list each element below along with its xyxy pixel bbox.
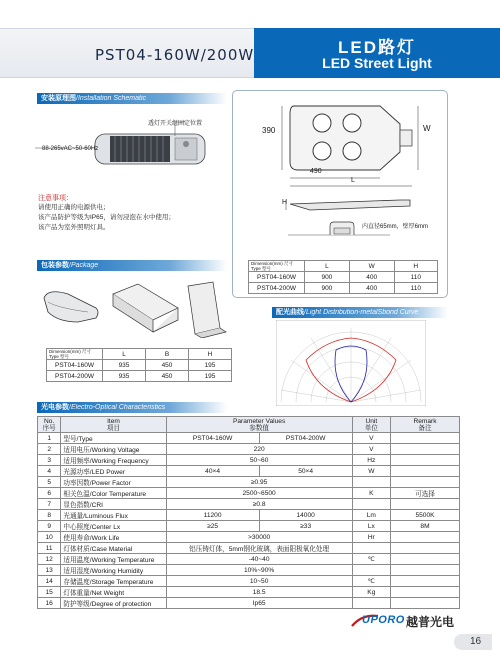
table-row [38,598,460,609]
cell: PST04-160W [166,433,259,444]
cell: 使用寿命/Work Life [61,532,166,543]
cell: 适用电压/Working Voltage [61,444,166,455]
table-row [249,272,438,283]
cell: -40~40 [166,554,352,565]
model-title: PST04-160W/200W [95,46,255,64]
cell: 110 [394,283,437,294]
package-table-corner: Dimension(mm) 尺寸 Type 型号 [47,349,103,360]
h-label: H [282,199,288,206]
dimension-header-l: L [305,261,350,272]
dimension-table [248,260,438,294]
cell: 2500~6500 [166,488,352,499]
cell [391,477,460,488]
cell: 16 [38,598,61,609]
cell: 2 [38,444,61,455]
package-heading: 包装参数/Package [37,260,227,271]
cell: W [352,466,390,477]
cell: 铝压铸灯体，5mm钢化玻璃，表面阳极氧化处理 [166,543,352,554]
table-row [38,543,460,554]
cell: 10~50 [166,576,352,587]
installation-callout: 透灯开关组固定位置 [148,121,203,127]
cell: 9 [38,521,61,532]
cell: Lm [352,510,390,521]
cell: 8M [391,521,460,532]
package-drawing [38,278,228,338]
cell: 10%~90% [166,565,352,576]
cell: 1 [38,433,61,444]
table-row [38,455,460,466]
cell: PST04-200W [249,283,305,294]
table-row [249,283,438,294]
cell [391,598,460,609]
cell [352,477,390,488]
cell: 防护等级/Degree of protection [61,598,166,609]
cell: 13 [38,565,61,576]
cell: ≥25 [166,521,259,532]
cell: 存储温度/Storage Temperature [61,576,166,587]
cell: 900 [305,283,350,294]
table-row [38,576,460,587]
col-item: Item 项目 [61,417,166,433]
cell [391,576,460,587]
cell: ℃ [352,576,390,587]
cell [391,587,460,598]
table-row [38,444,460,455]
dimension-header-w: W [349,261,394,272]
cell: 450 [146,360,189,371]
table-row [38,499,460,510]
cell: 显色指数/CRI [61,499,166,510]
cell: 5500K [391,510,460,521]
cell: 11 [38,543,61,554]
cell: 12 [38,554,61,565]
cell: Hr [352,532,390,543]
package-table [46,348,232,382]
cell: PST04-200W [259,433,352,444]
cell: >30000 [166,532,352,543]
pipe-note: 内直径65mm，壁厚6mm [362,224,429,230]
notice-item: 请使用正确的电源供电； [38,204,110,211]
cell: V [352,433,390,444]
cell [391,532,460,543]
cell: 400 [349,272,394,283]
table-row [47,360,232,371]
cell: 935 [103,360,146,371]
cell: 14 [38,576,61,587]
table-row [38,521,460,532]
cell [391,433,460,444]
cell: 15 [38,587,61,598]
cell: 相关色温/Color Temperature [61,488,166,499]
dimension-table-corner: Dimension(mm) 尺寸 Type 型号 [249,261,305,272]
cell: 适用温度/Working Temperature [61,554,166,565]
cell: 110 [394,272,437,283]
cell: 中心照度/Center Lx [61,521,166,532]
cell: Kg [352,587,390,598]
table-row [38,433,460,444]
cell [352,598,390,609]
package-header-b: B [146,349,189,360]
cell: ℃ [352,554,390,565]
cell [352,543,390,554]
table-row [38,532,460,543]
cell: 18.5 [166,587,352,598]
package-header-h: H [189,349,232,360]
cell: 14000 [259,510,352,521]
cell: 4 [38,466,61,477]
light-curve-heading: 配光曲线/Light Distribution-metalSbond Curve [272,307,448,318]
cell: Ip65 [166,598,352,609]
brand-name-cn: 越普光电 [406,615,455,629]
table-row [38,477,460,488]
col-no: No. 序号 [38,417,61,433]
col-param: Parameter Values 参数值 [166,417,352,433]
cell: 450 [146,371,189,382]
cell: 灯体材质/Case Material [61,543,166,554]
table-row [38,554,460,565]
cell [391,554,460,565]
notice-item: 该产品为室外照明灯具。 [38,224,110,231]
col-remark: Remark 备注 [391,417,460,433]
cell: 功率因数/Power Factor [61,477,166,488]
light-distribution-chart [276,320,426,406]
cell: 光源功率/LED Power [61,466,166,477]
cell: 50×4 [259,466,352,477]
cell [391,543,460,554]
cell: 5 [38,477,61,488]
cell: V [352,444,390,455]
cell: 900 [305,272,350,283]
cell [352,565,390,576]
cell: 195 [189,360,232,371]
cell [391,444,460,455]
cell: 10 [38,532,61,543]
notice-list [38,203,175,233]
cell: 195 [189,371,232,382]
package-header-l: L [103,349,146,360]
height-dimension: 390 [262,126,276,135]
product-title-cn: LED路灯 [338,38,416,57]
cell [391,455,460,466]
table-row [38,587,460,598]
table-row [38,565,460,576]
cell: ≥33 [259,521,352,532]
cell: ≥0.95 [166,477,352,488]
cell: 8 [38,510,61,521]
cell: 220 [166,444,352,455]
cell: PST04-160W [47,360,103,371]
cell: PST04-200W [47,371,103,382]
cell: Hz [352,455,390,466]
cell: 935 [103,371,146,382]
w-label: W [423,124,431,133]
cell: 40×4 [166,466,259,477]
cell [391,565,460,576]
notice-title: 注意事项： [38,195,73,202]
dimension-header-h: H [394,261,437,272]
cell: 型号/Type [61,433,166,444]
cell: 光通量/Luminous Flux [61,510,166,521]
electro-heading: 光电参数/Electro-Optical Characteristics [37,402,227,413]
cell [352,499,390,510]
cell: Lx [352,521,390,532]
cell [391,466,460,477]
cell: 400 [349,283,394,294]
electro-table [37,416,460,609]
cell: ≥0.8 [166,499,352,510]
installation-heading: 安装原理图/Installation Schematic [37,93,227,104]
cell: 适用频率/Working Frequency [61,455,166,466]
cell: 11200 [166,510,259,521]
cell: 3 [38,455,61,466]
page-number: 16 [470,636,482,647]
notice-item: 该产品防护等级为IP65，请勿浸泡在水中使用； [38,214,175,221]
cell [391,499,460,510]
installation-diagram [35,106,235,184]
cell: 可选择 [391,488,460,499]
table-row [38,488,460,499]
table-row [38,510,460,521]
cell: 灯体重量/Net Weight [61,587,166,598]
voltage-label: 88-265vAC~50-60Hz [42,146,99,152]
cell: 50~60 [166,455,352,466]
brand-logo: UPORO [362,614,405,626]
cell: 6 [38,488,61,499]
cell: 适用湿度/Working Humidity [61,565,166,576]
table-row [38,466,460,477]
product-title-en: LED Street Light [322,55,432,71]
col-unit: Unit 单位 [352,417,390,433]
width-dimension: 490 [310,168,322,175]
cell: K [352,488,390,499]
cell: PST04-160W [249,272,305,283]
l-label: L [351,177,355,184]
table-row [47,371,232,382]
cell: 7 [38,499,61,510]
